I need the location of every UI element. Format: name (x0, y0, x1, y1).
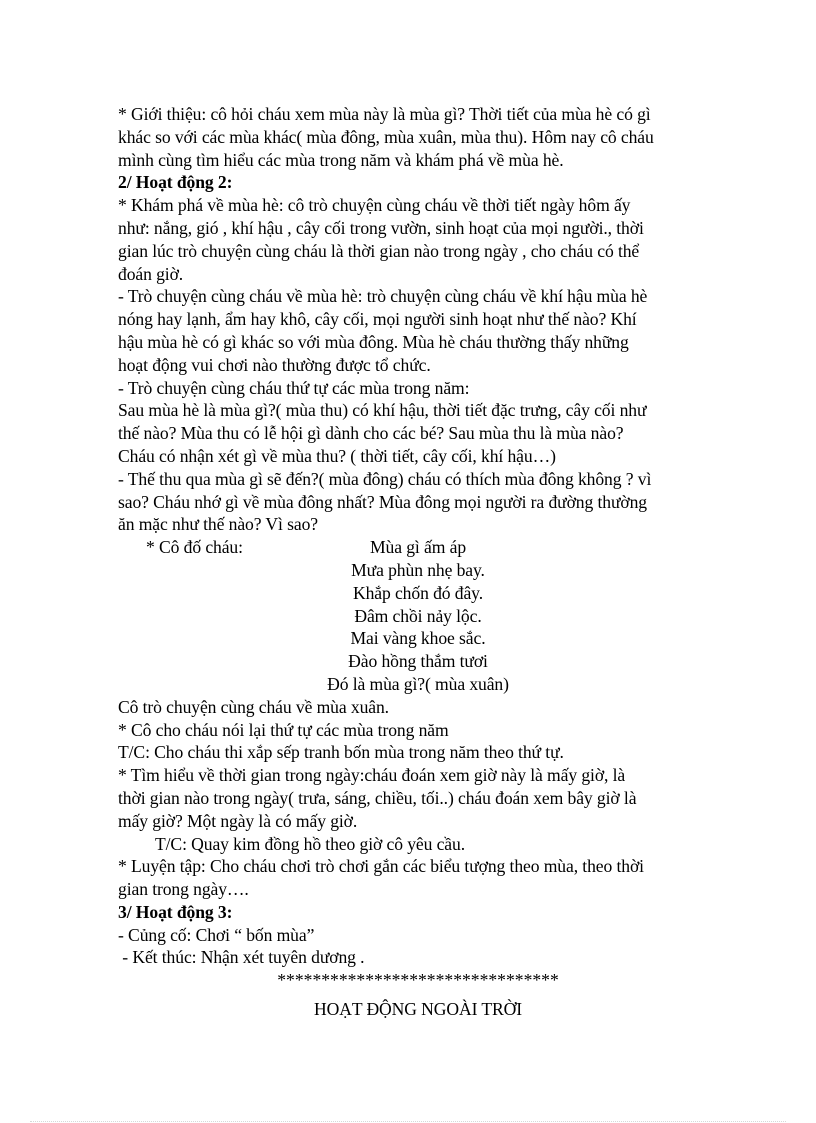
paragraph-line: Cháu có nhận xét gì về mùa thu? ( thời tiết, cây cối, khí hậu…) (118, 445, 556, 466)
paragraph-line: * Tìm hiểu về thời gian trong ngày:cháu đoán xem giờ này là mấy giờ, là (118, 765, 626, 786)
paragraph-line: Sau mùa hè là mùa gì?( mùa thu) có khí hậu, thời tiết đặc trưng, cây cối như (118, 400, 647, 421)
paragraph-line: ăn mặc như thế nào? Vì sao? (118, 514, 318, 535)
activity2-heading: 2/ Hoạt động 2: (118, 172, 233, 193)
paragraph-line: - Trò chuyện cùng cháu về mùa hè: trò chuyện cùng cháu về khí hậu mùa hè (118, 286, 648, 307)
paragraph-line: * Luyện tập: Cho cháu chơi trò chơi gắn các biểu tượng theo mùa, theo thời (118, 856, 644, 877)
separator-stars: ******************************** (277, 970, 559, 991)
paragraph-line: thời gian nào trong ngày( trưa, sáng, chiều, tối..) cháu đoán xem bây giờ là (118, 787, 637, 808)
riddle-line: Đào hồng thắm tươi (348, 651, 488, 672)
page-bottom-rule (30, 1121, 786, 1122)
riddle-row (118, 582, 708, 605)
next-section-title: HOẠT ĐỘNG NGOÀI TRỜI (314, 999, 522, 1020)
paragraph-line: * Khám phá về mùa hè: cô trò chuyện cùng cháu về thời tiết ngày hôm ấy (118, 195, 631, 216)
paragraph-line: - Thế thu qua mùa gì sẽ đến?( mùa đông) cháu có thích mùa đông không ? vì (118, 468, 652, 489)
riddle-row (118, 650, 708, 673)
riddle-line: Mai vàng khoe sắc. (350, 628, 486, 649)
riddle-row (118, 627, 708, 650)
riddle-line: Đó là mùa gì?( mùa xuân) (327, 673, 509, 694)
paragraph-line: nóng hay lạnh, ẩm hay khô, cây cối, mọi người sinh hoạt như thế nào? Khí (118, 309, 637, 330)
intro-line: * Giới thiệu: cô hỏi cháu xem mùa này là mùa gì? Thời tiết của mùa hè có gì (118, 104, 651, 124)
paragraph-line: sao? Cháu nhớ gì về mùa đông nhất? Mùa đông mọi người ra đường thường (118, 491, 647, 512)
consolidation-line: - Củng cố: Chơi “ bốn mùa” (118, 924, 315, 945)
activity3-heading: 3/ Hoạt động 3: (118, 901, 233, 922)
paragraph-line: T/C: Cho cháu thi xắp sếp tranh bốn mùa trong năm theo thứ tự. (118, 742, 564, 763)
paragraph-line: hậu mùa hè có gì khác so với mùa đông. Mùa hè cháu thường thấy những (118, 331, 629, 352)
riddle-label: * Cô đố cháu: (146, 537, 243, 558)
riddle-row (118, 536, 708, 559)
riddle-row (118, 605, 708, 628)
riddle-row (118, 559, 708, 582)
paragraph-line: hoạt động vui chơi nào thường được tổ chức. (118, 354, 431, 375)
riddle-line: Mưa phùn nhẹ bay. (351, 559, 485, 580)
riddle-line: Khắp chốn đó đây. (352, 582, 484, 603)
paragraph-line: đoán giờ. (118, 263, 184, 284)
paragraph-line: mấy giờ? Một ngày là có mấy giờ. (118, 810, 358, 831)
riddle-line: Mùa gì ấm áp (369, 537, 467, 558)
paragraph-line: Cô trò chuyện cùng cháu về mùa xuân. (118, 696, 389, 717)
paragraph-line: thế nào? Mùa thu có lễ hội gì dành cho các bé? Sau mùa thu là mùa nào? (118, 423, 624, 444)
paragraph-line: gian trong ngày…. (118, 879, 249, 900)
paragraph-line: như: nắng, gió , khí hậu , cây cối trong vườn, sinh hoạt của mọi người., thời (118, 217, 644, 238)
paragraph-line: * Cô cho cháu nói lại thứ tự các mùa trong năm (118, 719, 449, 740)
game-line: T/C: Quay kim đồng hồ theo giờ cô yêu cầu. (155, 833, 466, 854)
intro-line: mình cùng tìm hiểu các mùa trong năm và khám phá về mùa hè. (118, 149, 564, 170)
riddle-row (118, 673, 708, 696)
riddle-line: Đâm chồi nảy lộc. (354, 605, 482, 626)
paragraph-line: - Trò chuyện cùng cháu thứ tự các mùa trong năm: (118, 377, 470, 398)
intro-line: khác so với các mùa khác( mùa đông, mùa xuân, mùa thu). Hôm nay cô cháu (118, 126, 654, 147)
conclusion-line: - Kết thúc: Nhận xét tuyên dương . (118, 947, 365, 968)
paragraph-line: gian lúc trò chuyện cùng cháu là thời gian nào trong ngày , cho cháu có thể (118, 240, 640, 261)
document-body (118, 103, 708, 1021)
